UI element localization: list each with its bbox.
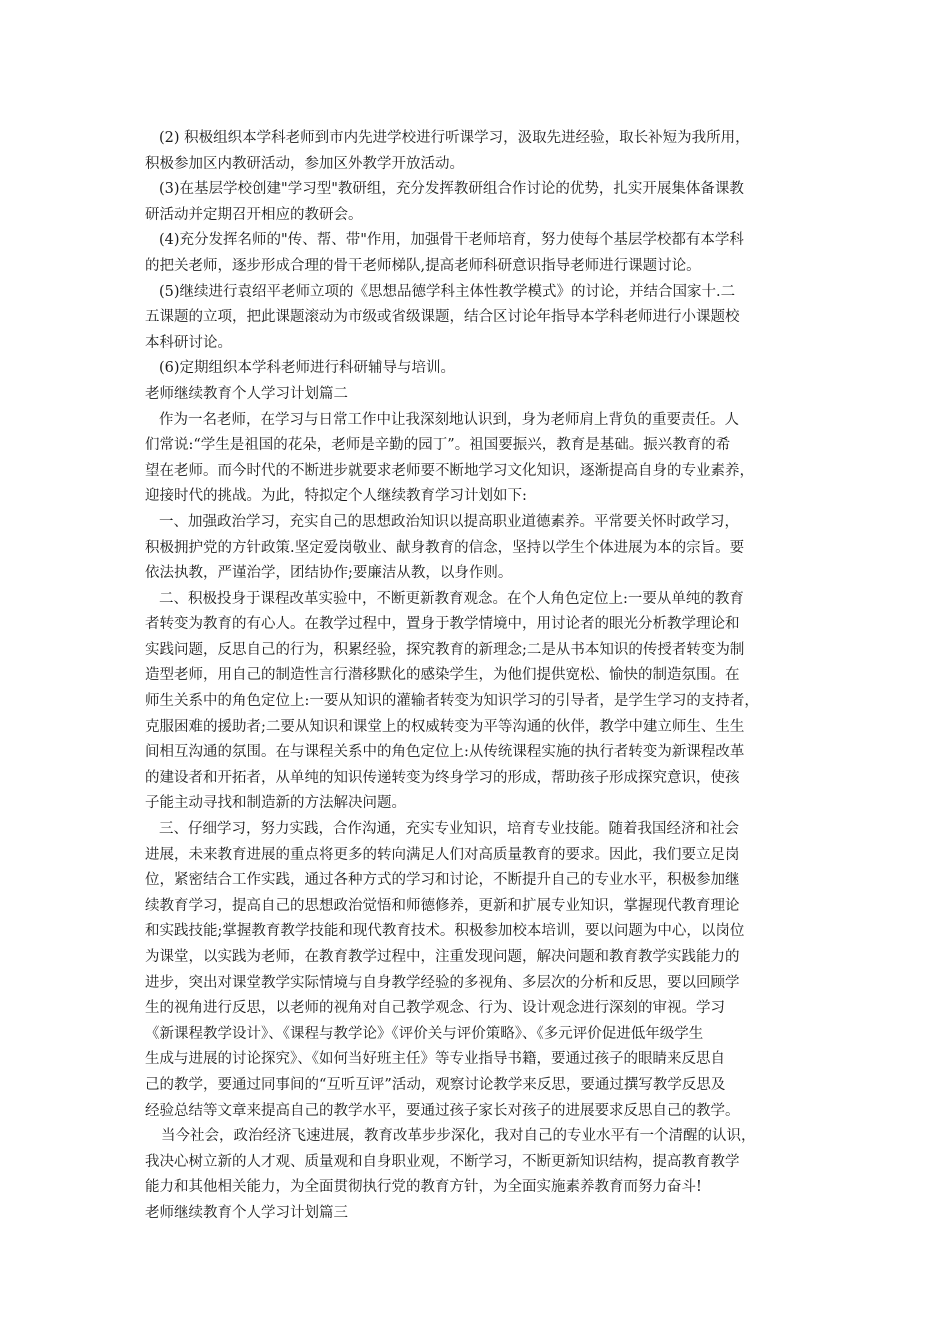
- text-line: (4)充分发挥名师的"传、帮、带"作用，加强骨干老师培育，努力使每个基层学校都有本学科: [159, 232, 744, 249]
- text-line: 生的视角进行反思，以老师的视角对自己教学观念、行为、设计观念进行深刻的审视。学习: [145, 1000, 725, 1017]
- text-line: 的建设者和开拓者，从单纯的知识传递转变为终身学习的形成，帮助孩子形成探究意识，使孩: [145, 769, 740, 786]
- text-line: 为课堂，以实践为老师，在教育教学过程中，注重发现问题，解决问题和教育教学实践能力的: [145, 949, 740, 965]
- text-line: 间相互沟通的氛围。在与课程关系中的角色定位上:从传统课程实施的执行者转变为新课程改革: [145, 744, 745, 761]
- text-line: 迎接时代的挑战。为此，特拟定个人继续教育学习计划如下:: [145, 488, 527, 505]
- text-line: (2) 积极组织本学科老师到市内先进学校进行听课学习，汲取先进经验，取长补短为我所用，: [159, 130, 750, 146]
- text-line: 进步，突出对课堂教学实际情境与自身教学经验的多视角、多层次的分析和反思，要以回顾学: [145, 974, 740, 991]
- text-line: 一、加强政治学习，充实自己的思想政治知识以提高职业道德素养。平常要关怀时政学习，: [159, 513, 739, 530]
- text-line: 五课题的立项，把此课题滚动为市级或省级课题，结合区讨论年指导本学科老师进行小课题校: [145, 309, 740, 326]
- text-line: (3)在基层学校创建"学习型"教研组，充分发挥教研组合作讨论的优势，扎实开展集体备课教: [159, 181, 744, 198]
- text-line: 的把关老师，逐步形成合理的骨干老师梯队,提高老师科研意识指导老师进行课题讨论。: [145, 257, 701, 274]
- text-line: 己的教学，要通过同事间的“互听互评”活动，观察讨论教学来反思，要通过撰写教学反思及: [145, 1076, 726, 1093]
- text-line: 我决心树立新的人才观、质量观和自身职业观，不断学习，不断更新知识结构，提高教育教学: [145, 1153, 740, 1170]
- text-line: 师生关系中的角色定位上:一要从知识的灌输者转变为知识学习的引导者，是学生学习的支持者，: [145, 693, 759, 710]
- document-body: [145, 126, 815, 1227]
- text-line: 子能主动寻找和制造新的方法解决问题。: [145, 795, 406, 812]
- text-line: 《新课程教学设计》、《课程与教学论》《评价关与评价策略》、《多元评价促进低年级学生: [145, 1025, 704, 1042]
- text-line: (6)定期组织本学科老师进行科研辅导与培训。: [159, 360, 456, 377]
- text-line: 和实践技能;掌握教育教学技能和现代教育技术。积极参加校本培训，要以问题为中心，以岗位: [145, 923, 745, 940]
- text-line: 老师继续教育个人学习计划篇三: [145, 1204, 348, 1221]
- text-line: 积极拥护党的方针政策.坚定爱岗敬业、献身教育的信念，坚持以学生个体进展为本的宗旨。要: [145, 539, 745, 556]
- text-line: 续教育学习，提高自己的思想政治觉悟和师德修养，更新和扩展专业知识，掌握现代教育理论: [145, 897, 740, 914]
- text-line: 进展，未来教育进展的重点将更多的转向满足人们对高质量教育的要求。因此，我们要立足岗: [145, 846, 740, 863]
- text-line: 老师继续教育个人学习计划篇二: [145, 385, 348, 402]
- text-line: 积极参加区内教研活动，参加区外教学开放活动。: [145, 155, 464, 172]
- text-line: 三、仔细学习，努力实践，合作沟通，充实专业知识，培育专业技能。随着我国经济和社会: [159, 821, 739, 838]
- text-line: (5)继续进行袁绍平老师立项的《思想品德学科主体性教学模式》的讨论，并结合国家十.二: [159, 283, 736, 300]
- text-line: 研活动并定期召开相应的教研会。: [145, 206, 363, 223]
- text-line: 经验总结等文章来提高自己的教学水平，要通过孩子家长对孩子的进展要求反思自己的教学。: [145, 1102, 740, 1119]
- text-line: 当今社会，政治经济飞速进展，教育改革步步深化，我对自己的专业水平有一个清醒的认识，: [161, 1128, 756, 1145]
- text-line: 者转变为教育的有心人。在教学过程中，置身于教学情境中，用讨论者的眼光分析教学理论和: [145, 616, 740, 633]
- text-line: 造型老师，用自己的制造性言行潜移默化的感染学生，为他们提供宽松、愉快的制造氛围。在: [145, 667, 740, 684]
- text-line: 实践问题，反思自己的行为，积累经验，探究教育的新理念;二是从书本知识的传授者转变为制: [145, 641, 745, 658]
- text-line: 二、积极投身于课程改革实验中，不断更新教育观念。在个人角色定位上:一要从单纯的教育: [159, 590, 744, 607]
- text-line: 能力和其他相关能力，为全面贯彻执行党的教育方针，为全面实施素养教育而努力奋斗!: [145, 1179, 702, 1196]
- text-line: 依法执教，严谨治学，团结协作;要廉洁从教，以身作则。: [145, 565, 513, 582]
- text-line: 本科研讨论。: [145, 334, 232, 351]
- text-line: 克服困难的援助者;二要从知识和课堂上的权威转变为平等沟通的伙伴，教学中建立师生、生生: [145, 718, 745, 735]
- text-line: 位，紧密结合工作实践，通过各种方式的学习和讨论，不断提升自己的专业水平，积极参加继: [145, 872, 740, 889]
- text-line: 们常说:“学生是祖国的花朵，老师是辛勤的园丁”。祖国要振兴，教育是基础。振兴教育的希: [145, 437, 731, 454]
- text-line: 生成与进展的讨论探究》、《如何当好班主任》等专业指导书籍，要通过孩子的眼睛来反思自: [145, 1051, 725, 1068]
- text-line: 作为一名老师，在学习与日常工作中让我深刻地认识到，身为老师肩上背负的重要责任。人: [159, 411, 739, 428]
- text-line: 望在老师。而今时代的不断进步就要求老师要不断地学习文化知识，逐渐提高自身的专业素养，: [145, 462, 754, 479]
